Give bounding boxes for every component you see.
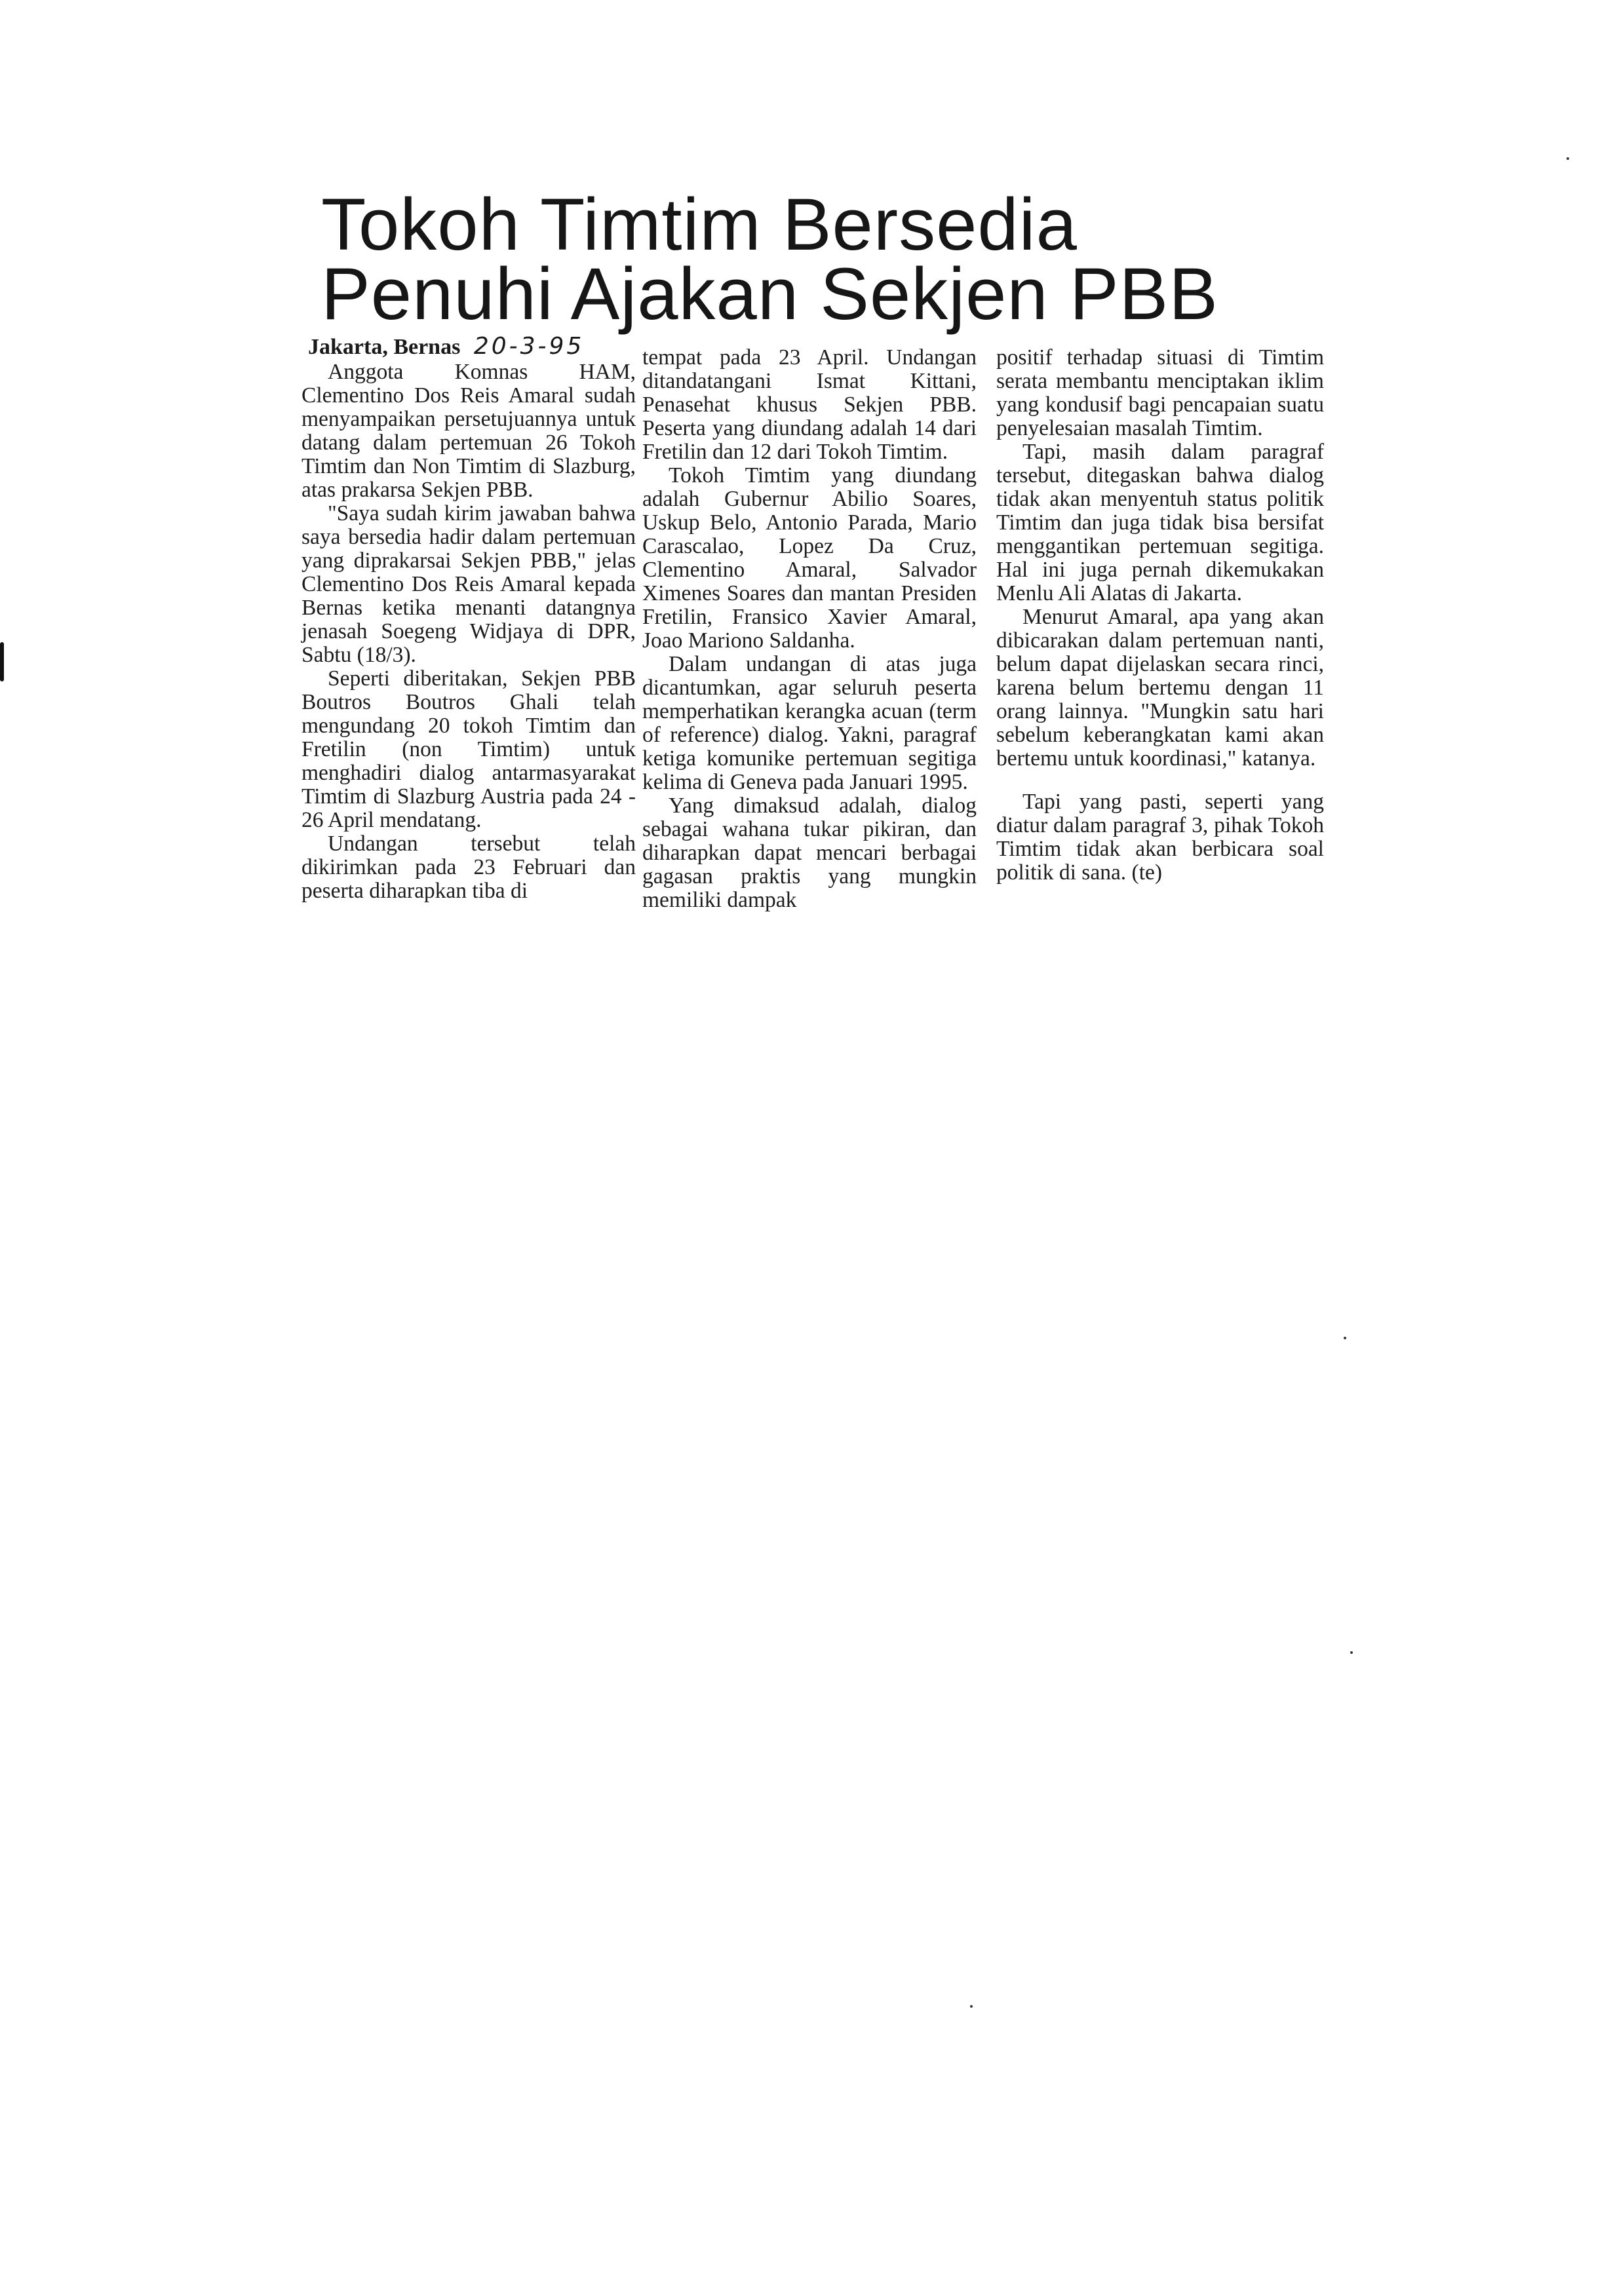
paragraph: tempat pada 23 April. Undangan ditandatangani Ismat Kittani, Penasehat khusus Sekjen PBB. Peserta yang diundang adalah 14 dari Fretilin dan 12 dari Tokoh Timtim.	[642, 345, 977, 464]
paragraph: Dalam undangan di atas juga dicantumkan, agar seluruh peserta memperhatikan kerangka acuan (term of reference) dialog. Yakni, paragraf ketiga komunike pertemuan segitiga kelima di Geneva pada Januari 1995.	[642, 652, 977, 794]
handwritten-date: 20-3-95	[473, 333, 585, 360]
scan-speck	[1350, 1651, 1353, 1654]
dateline-text: Jakarta, Bernas	[308, 335, 461, 359]
paragraph: Yang dimaksud adalah, dialog sebagai wahana tukar pikiran, dan diharapkan dapat mencari berbagai gagasan praktis yang mungkin memiliki dampak	[642, 794, 977, 912]
scan-speck	[1566, 157, 1569, 160]
article-column-3	[996, 346, 1324, 885]
paragraph: Menurut Amaral, apa yang akan dibicarakan dalam pertemuan nanti, belum dapat dijelaskan secara rinci, karena belum bertemu dengan 11 orang lainnya. "Mungkin satu hari sebelum keberangkatan kami akan bertemu untuk koordinasi," katanya.	[996, 605, 1324, 771]
headline-line-2: Penuhi Ajakan Sekjen PBB	[321, 253, 1218, 335]
paragraph: "Saya sudah kirim jawaban bahwa saya bersedia hadir dalam pertemuan yang diprakarsai Sekjen PBB," jelas Clementino Dos Reis Amaral kepada Bernas ketika menanti datangnya jenasah Soegeng Widjaya di DPR, Sabtu (18/3).	[302, 501, 636, 667]
paragraph: Anggota Komnas HAM, Clementino Dos Reis Amaral sudah menyampaikan persetujuannya untuk datang dalam pertemuan 26 Tokoh Timtim dan Non Timtim di Slazburg, atas prakarsa Sekjen PBB.	[302, 360, 636, 502]
paragraph: Tapi, masih dalam paragraf tersebut, ditegaskan bahwa dialog tidak akan menyentuh status politik Timtim dan juga tidak bisa bersifat menggantikan pertemuan segitiga. Hal ini juga pernah dikemukakan Menlu Ali Alatas di Jakarta.	[996, 440, 1324, 605]
headline-line-1: Tokoh Timtim Bersedia	[321, 183, 1078, 265]
paragraph: Tokoh Timtim yang diundang adalah Gubernur Abilio Soares, Uskup Belo, Antonio Parada, Mario Carascalao, Lopez Da Cruz, Clementino Amaral, Salvador Ximenes Soares dan mantan Presiden Fretilin, Fransico Xavier Amaral, Joao Mariono Saldanha.	[642, 463, 977, 653]
scan-speck	[1344, 1337, 1346, 1339]
paragraph: Seperti diberitakan, Sekjen PBB Boutros Boutros Ghali telah mengundang 20 tokoh Timtim dan Fretilin (non Timtim) untuk menghadiri dialog antarmasyarakat Timtim di Slazburg Austria pada 24 - 26 April mendatang.	[302, 666, 636, 832]
newspaper-clipping	[269, 177, 1324, 1048]
scan-edge-mark	[0, 642, 4, 681]
paragraph: positif terhadap situasi di Timtim serata membantu menciptakan iklim yang kondusif bagi pencapaian suatu penyelesaian masalah Timtim.	[996, 345, 1324, 440]
scan-speck	[970, 2005, 973, 2008]
dateline	[308, 333, 584, 360]
paragraph: Tapi yang pasti, seperti yang diatur dalam paragraf 3, pihak Tokoh Timtim tidak akan berbicara soal politik di sana. (te)	[996, 790, 1324, 885]
headline	[321, 183, 1304, 335]
paragraph: Undangan tersebut telah dikirimkan pada 23 Februari dan peserta diharapkan tiba di	[302, 832, 636, 903]
article-column-1	[302, 360, 636, 903]
article-column-2	[642, 346, 977, 912]
